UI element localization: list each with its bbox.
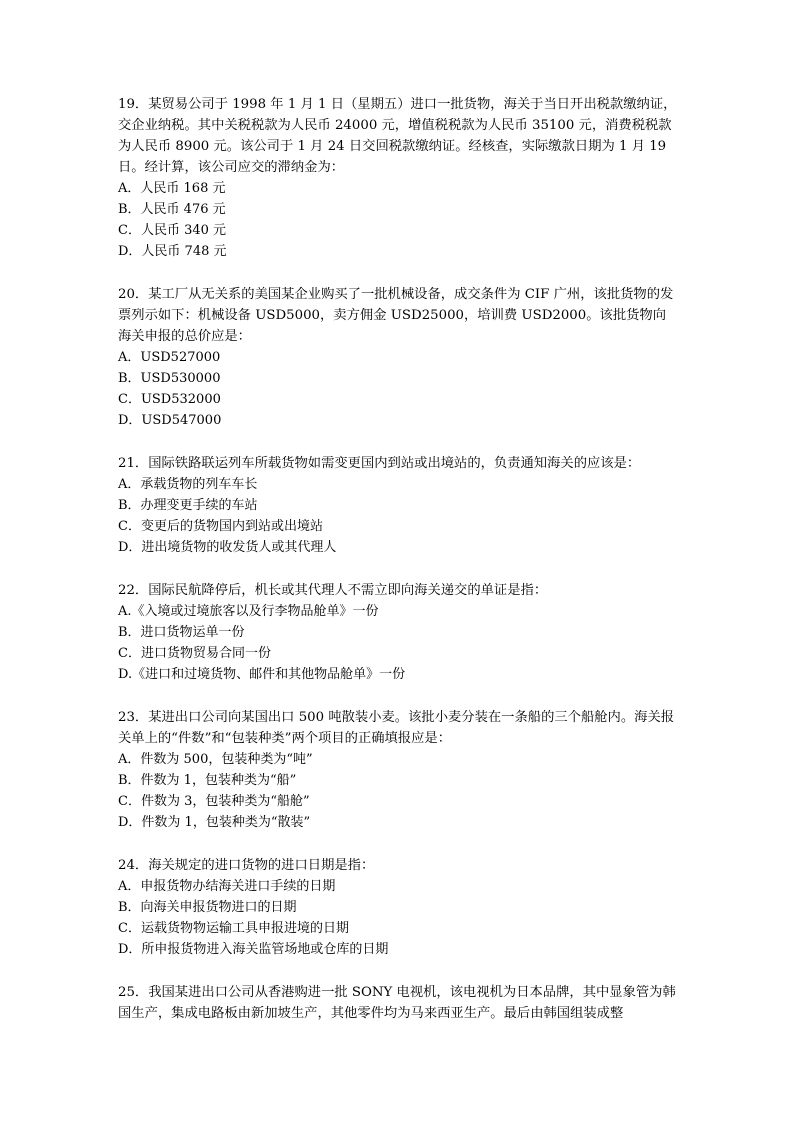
option-b: B．USD530000 — [118, 371, 221, 386]
question-23 — [118, 707, 678, 833]
question-stem: 21．国际铁路联运列车所载货物如需变更国内到站或出境站的，负责通知海关的应该是： — [118, 456, 641, 471]
question-25 — [118, 982, 678, 1024]
option-d: D．进出境货物的收发货人或其代理人 — [118, 540, 337, 555]
option-b: B．向海关申报货物进口的日期 — [118, 900, 297, 915]
option-a: A.《入境或过境旅客以及行李物品舱单》一份 — [118, 604, 379, 619]
question-24 — [118, 855, 678, 960]
question-stem: 25．我国某进出口公司从香港购进一批 SONY 电视机，该电视机为日本品牌，其中显象管为韩国生产，集成电路板由新加坡生产，其他零件均为马来西亚生产。最后由韩国组装成整 — [118, 985, 676, 1021]
question-21 — [118, 453, 678, 558]
option-d: D．人民币 748 元 — [118, 244, 227, 259]
question-stem: 22．国际民航降停后，机长或其代理人不需立即向海关递交的单证是指： — [118, 583, 548, 598]
question-stem: 23．某进出口公司向某国出口 500 吨散装小麦。该批小麦分装在一条船的三个船舱内。海关报关单上的“件数”和“包装种类”两个项目的正确填报应是： — [118, 710, 675, 746]
option-a: A．申报货物办结海关进口手续的日期 — [118, 879, 336, 894]
question-20 — [118, 284, 678, 431]
option-d: D．USD547000 — [118, 413, 222, 428]
option-b: B．办理变更手续的车站 — [118, 498, 258, 513]
option-b: B．进口货物运单一份 — [118, 625, 245, 640]
question-19 — [118, 94, 678, 262]
option-a: A．承载货物的列车车长 — [118, 477, 258, 492]
question-22 — [118, 580, 678, 685]
option-a: A．人民币 168 元 — [118, 181, 226, 196]
document-page — [118, 94, 678, 1046]
question-stem: 24．海关规定的进口货物的进口日期是指： — [118, 858, 375, 873]
option-c: C．件数为 3，包装种类为“船舱” — [118, 794, 310, 809]
question-stem: 20．某工厂从无关系的美国某企业购买了一批机械设备，成交条件为 CIF 广州，该批货物的发票列示如下：机械设备 USD5000，卖方佣金 USD25000，培训费 USD2000。该批货物向海关申报的总价应是： — [118, 287, 674, 344]
option-b: B．人民币 476 元 — [118, 202, 226, 217]
option-a: A．件数为 500，包装种类为“吨” — [118, 752, 313, 767]
option-c: C．USD532000 — [118, 392, 221, 407]
option-d: D．件数为 1，包装种类为“散装” — [118, 815, 311, 830]
option-d: D.《进口和过境货物、邮件和其他物品舱单》一份 — [118, 667, 406, 682]
option-c: C．人民币 340 元 — [118, 223, 227, 238]
option-d: D．所申报货物进入海关监管场地或仓库的日期 — [118, 942, 389, 957]
option-c: C．运载货物物运输工具申报进境的日期 — [118, 921, 349, 936]
option-c: C．进口货物贸易合同一份 — [118, 646, 271, 661]
option-a: A．USD527000 — [118, 350, 221, 365]
option-b: B．件数为 1，包装种类为“船” — [118, 773, 297, 788]
question-stem: 19．某贸易公司于 1998 年 1 月 1 日（星期五）进口一批货物，海关于当日开出税款缴纳证，交企业纳税。其中关税税款为人民币 24000 元，增值税税款为人民币 35100 元，消费税税款为人民币 8900 元。该公司于 1 月 24 日交回税款缴纳证。经核查，实际缴款日期为 1 月 19日。经计算，该公司应交的滞纳金为： — [118, 97, 677, 175]
option-c: C．变更后的货物国内到站或出境站 — [118, 519, 323, 534]
